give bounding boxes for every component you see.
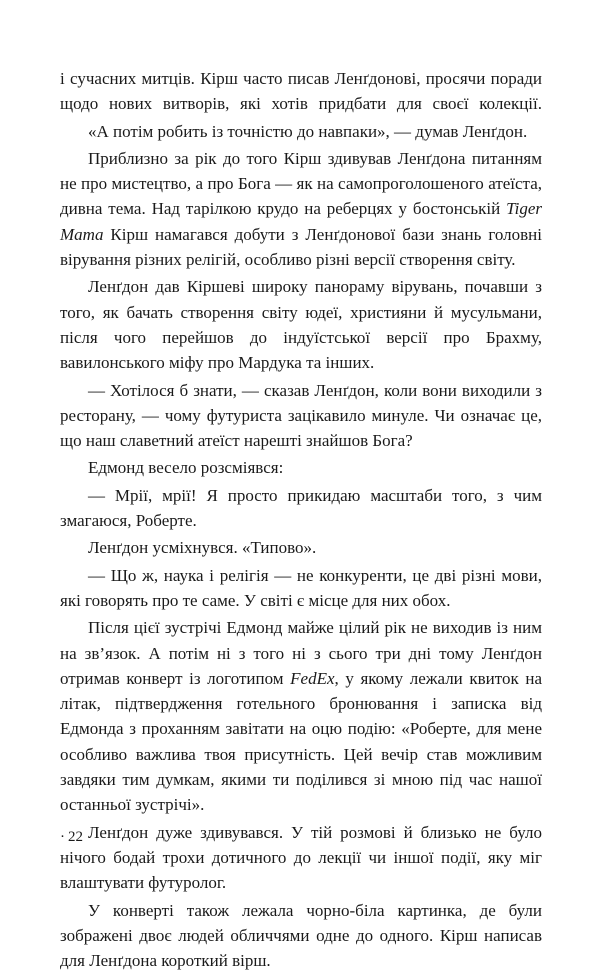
text-run: Ленґдон усміхнувся. «Типово». (88, 538, 317, 558)
text-run: , у якому лежали квиток на літак, підтвердження готельного бронювання і записка від Едмонда з проханням завітати на оцю подію: «Роберте, для мене особливо важлива твоя присутність. Цей вечір став можливим завдяки тим думкам, якими ти поділився зі мною під час нашої останньої зустрічі». (60, 668, 542, 815)
folio-dot: · (60, 829, 65, 845)
paragraph (60, 66, 542, 117)
text-run: Ленґдон дав Кіршеві широку панораму вірувань, почавши з того, як бачать створення світу юдеї, християни й мусульмани, після чого перейшов до індуїстської версії про Брахму, вавилонського міфу про Мардука та інших. (60, 277, 542, 373)
italic-run: Tiger Mama (60, 199, 542, 244)
paragraph (60, 563, 542, 614)
text-run: У конверті також лежала чорно-біла картинка, де були зображені двоє людей обличчями одне до одного. Кірш написав для Ленґдона короткий вірш. (60, 900, 542, 971)
paragraph (60, 378, 542, 454)
paragraph (60, 455, 542, 480)
text-run: «А потім робить із точністю до навпаки», — думав Ленґдон. (88, 121, 528, 141)
text-run: — Мрії, мрії! Я просто прикидаю масштаби того, з чим змагаюся, Роберте. (60, 485, 542, 531)
paragraph (60, 146, 542, 272)
page-number (60, 828, 83, 846)
text-run: Кірш намагався добути з Ленґдонової бази знань головні вірування різних релігій, особливо різні версії створення світу. (60, 224, 542, 270)
text-run: — Хотілося б знати, — сказав Ленґдон, коли вони виходили з ресторану, — чому футуриста зацікавило минуле. Чи означає це, що наш славетний атеїст нарешті знайшов Бога? (60, 380, 542, 451)
text-run: Після цієї зустрічі Едмонд майже цілий рік не виходив із ним на зв’язок. А потім ні з того ні з сього три дні тому Ленґдон отримав конверт із логотипом (60, 618, 542, 688)
text-run: і сучасних митців. Кірш часто писав Ленґдонові, просячи поради щодо нових витворів, які хотів придбати для своєї колекції. (60, 69, 542, 114)
paragraph (60, 483, 542, 534)
page-number-value: 22 (68, 829, 83, 845)
page-body (60, 66, 542, 975)
paragraph (60, 535, 542, 560)
text-run: Ленґдон дуже здивувався. У тій розмові й близько не було нічого бодай трохи дотичного до лекції чи іншої події, яку міг влаштувати футуролог. (60, 822, 542, 893)
paragraph (60, 898, 542, 974)
paragraph (60, 820, 542, 896)
text-run: Приблизно за рік до того Кірш здивував Ленґдона питанням не про мистецтво, а про Бога — як на самопроголошеного атеїста, дивна тема. Над тарілкою крудо на реберцях у бостонській (60, 148, 542, 219)
paragraph (60, 119, 542, 144)
paragraph (60, 615, 542, 817)
text-run: — Що ж, наука і релігія — не конкуренти, це дві різні мови, які говорять про те саме. У світі є місце для них обох. (60, 565, 542, 610)
paragraph (60, 274, 542, 375)
italic-run: FedEx (290, 668, 335, 688)
text-run: Едмонд весело розсміявся: (88, 458, 284, 478)
